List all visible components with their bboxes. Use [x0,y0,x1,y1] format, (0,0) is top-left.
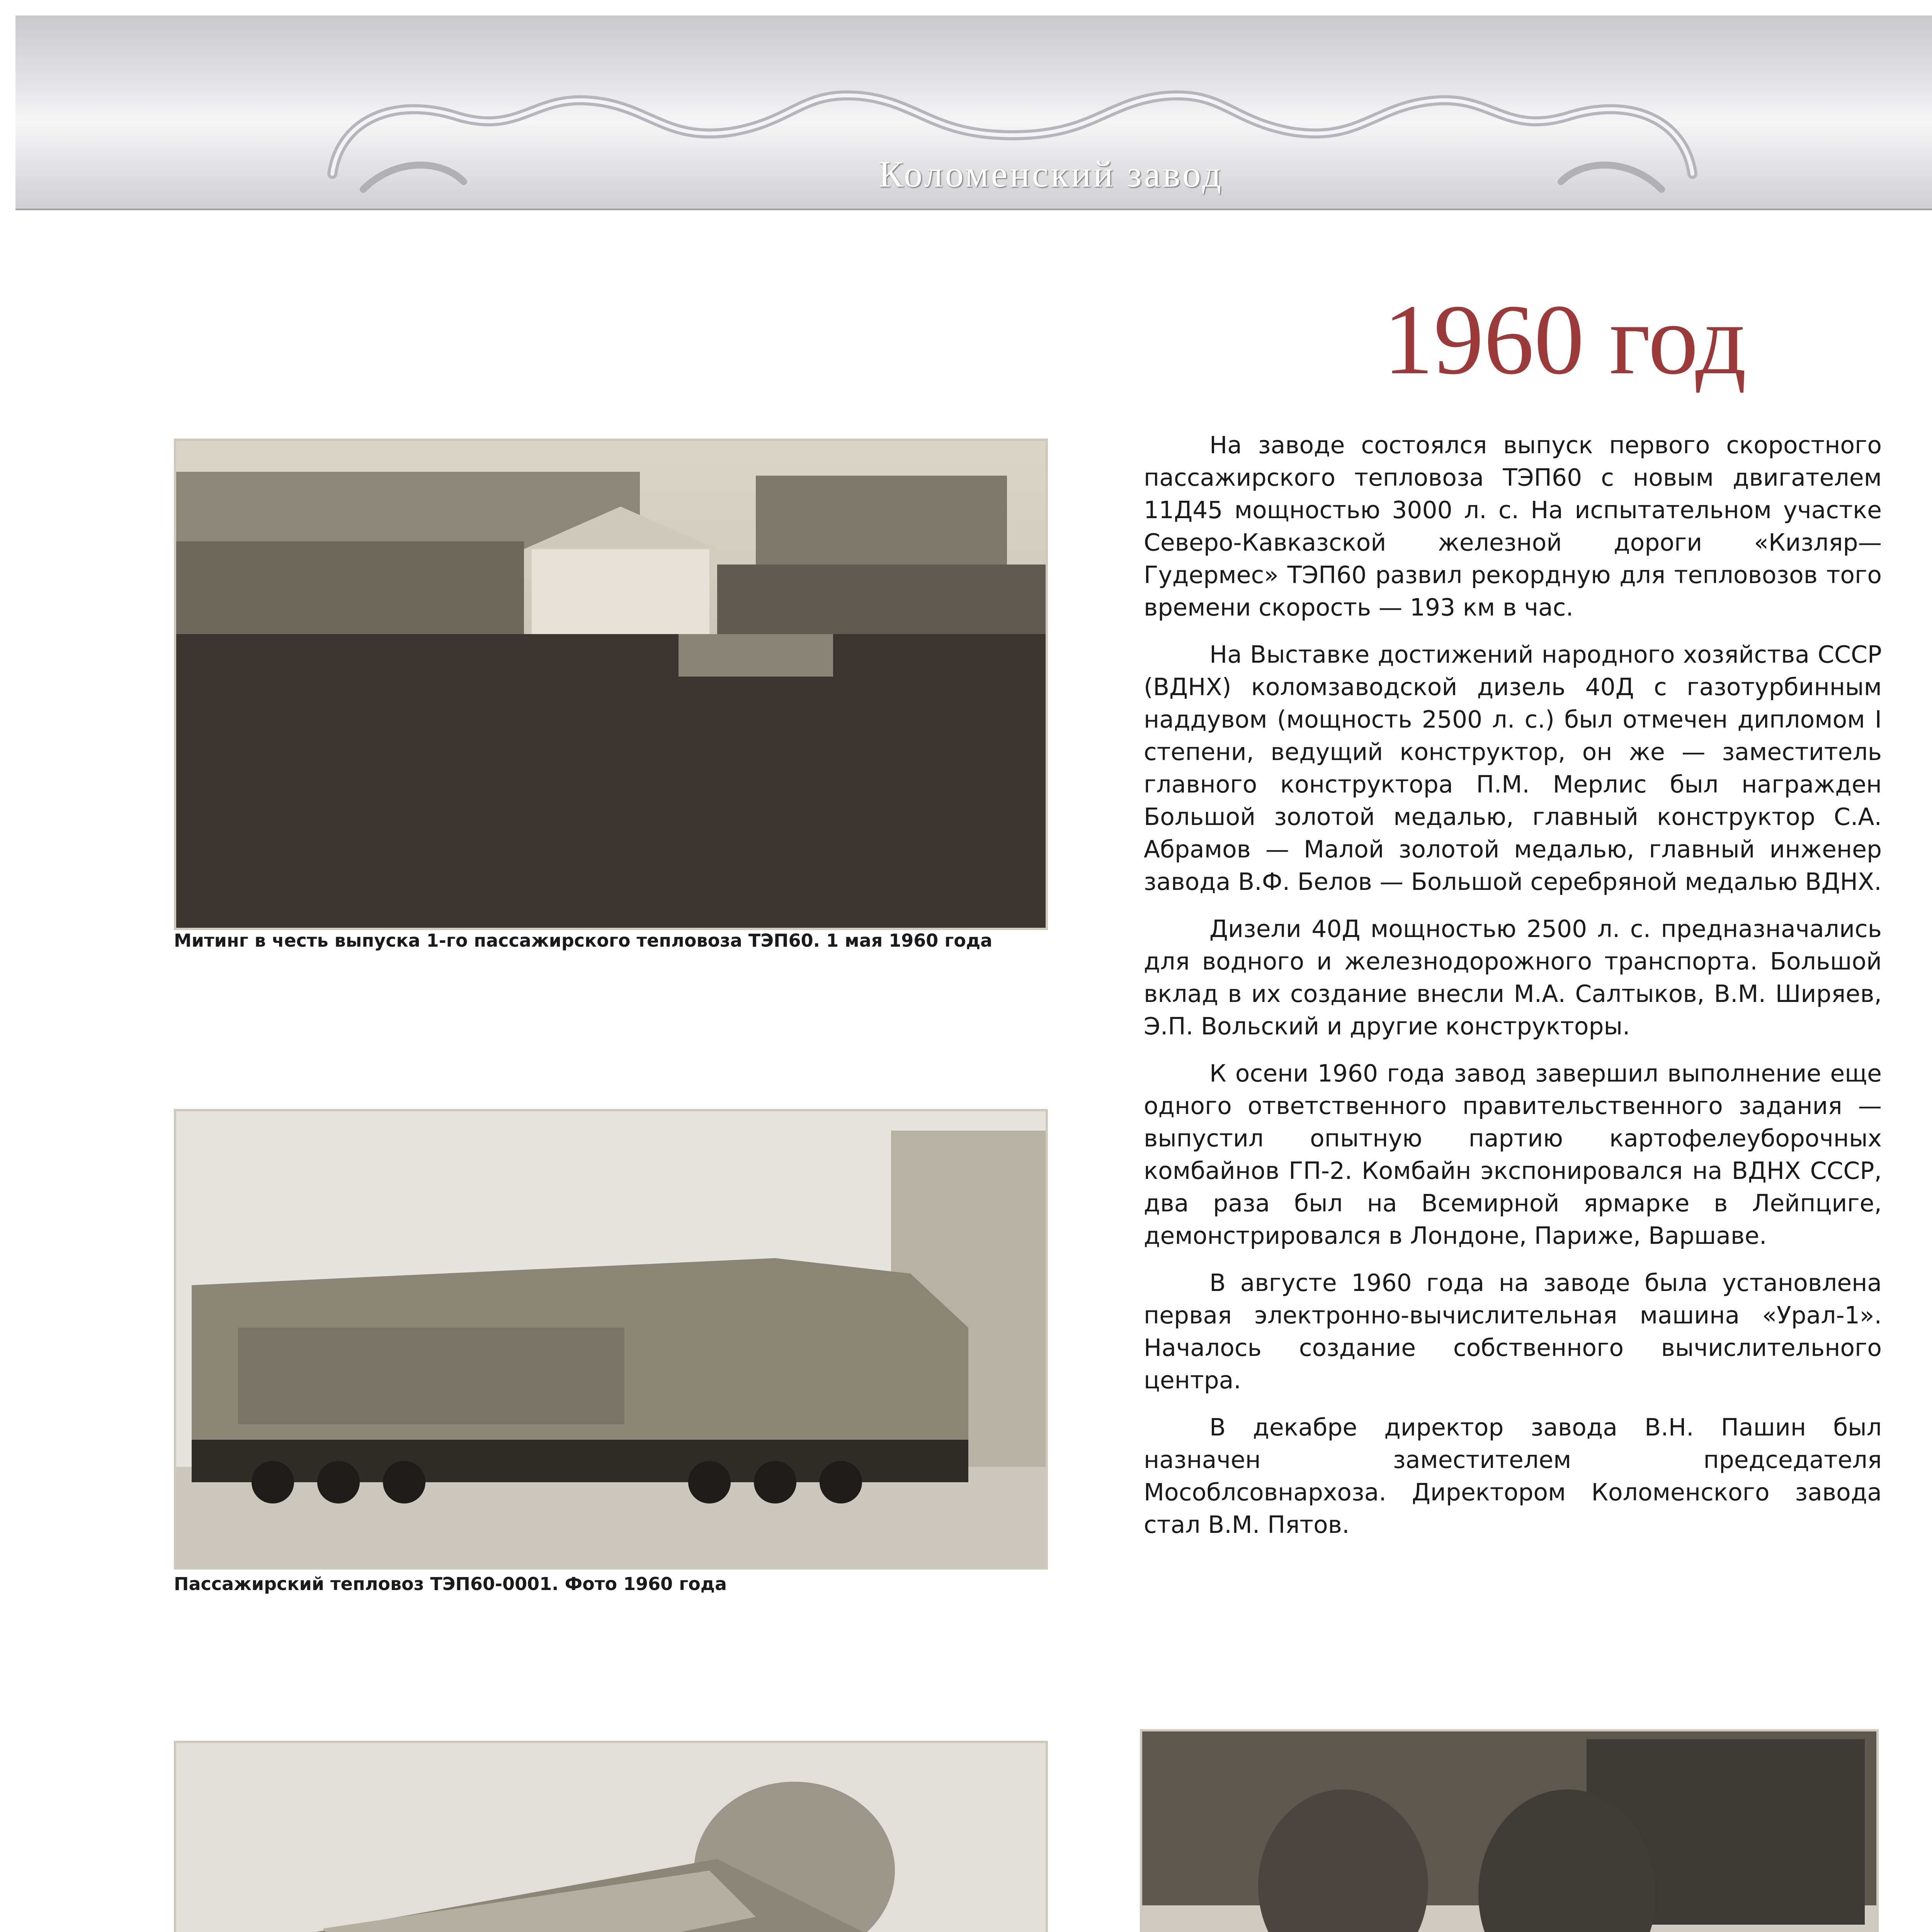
ural-photo [1140,1729,1879,1932]
meeting-photo-image [176,441,1046,928]
paragraph: На заводе состоялся выпуск первого скоростного пассажирского тепловоза ТЭП60 с новым двигателем 11Д45 мощностью 3000 л. с. На испытательном участке Северо-Кавказской железной дороги «Кизляр—Гудермес» ТЭП60 развил рекордную для тепловозов того времени скорость — 193 км в час. [1144,431,1882,621]
header-band [15,15,1932,210]
paragraph: В августе 1960 года на заводе была установлена первая электронно-вычислительная машина «Урал-1». Началось создание собственного вычислительного центра. [1144,1269,1882,1394]
locomotive-photo [174,1109,1048,1570]
diesel-photo-image [176,1743,1046,1932]
header-title: Коломенский завод [878,153,1224,195]
paragraph: Дизели 40Д мощностью 2500 л. с. предназначались для водного и железнодорожного транспорта. Большой вклад в их создание внесли М.А. Салтыков, В.М. Ширяев, Э.П. Вольский и другие конструкторы. [1144,915,1882,1040]
locomotive-photo-caption: Пассажирский тепловоз ТЭП60-0001. Фото 1960 года [174,1573,727,1594]
paragraph: На Выставке достижений народного хозяйства СССР (ВДНХ) коломзаводской дизель 40Д с газотурбинным наддувом (мощность 2500 л. с.) был отмечен дипломом I степени, ведущий конструктор, он же — заместитель главного конструктора П.М. Мерлис был награжден Большой золотой медалью, главный конструктор С.А. Абрамов — Малой золотой медалью, главный инженер завода В.Ф. Белов — Большой серебряной медалью ВДНХ. [1144,641,1882,896]
page-title: 1960 год [1383,284,1747,395]
meeting-photo-caption: Митинг в честь выпуска 1-го пассажирского тепловоза ТЭП60. 1 мая 1960 года [174,930,993,951]
meeting-photo [174,439,1048,930]
paragraph: К осени 1960 года завод завершил выполнение еще одного ответственного правительственного задания — выпустил опытную партию картофелеуборочных комбайнов ГП-2. Комбайн экспонировался на ВДНХ СССР, два раза был на Всемирной ярмарке в Лейпциге, демонстрировался в Лондоне, Париже, Варшаве. [1144,1060,1882,1250]
paragraph: В декабре директор завода В.Н. Пашин был назначен заместителем председателя Мособлсовнархоза. Директором Коломенского завода стал В.М. Пятов. [1144,1413,1882,1539]
diesel-photo [174,1741,1048,1932]
locomotive-photo-image [176,1111,1046,1567]
ural-photo-image [1142,1731,1876,1932]
article-body [1144,429,1882,1556]
